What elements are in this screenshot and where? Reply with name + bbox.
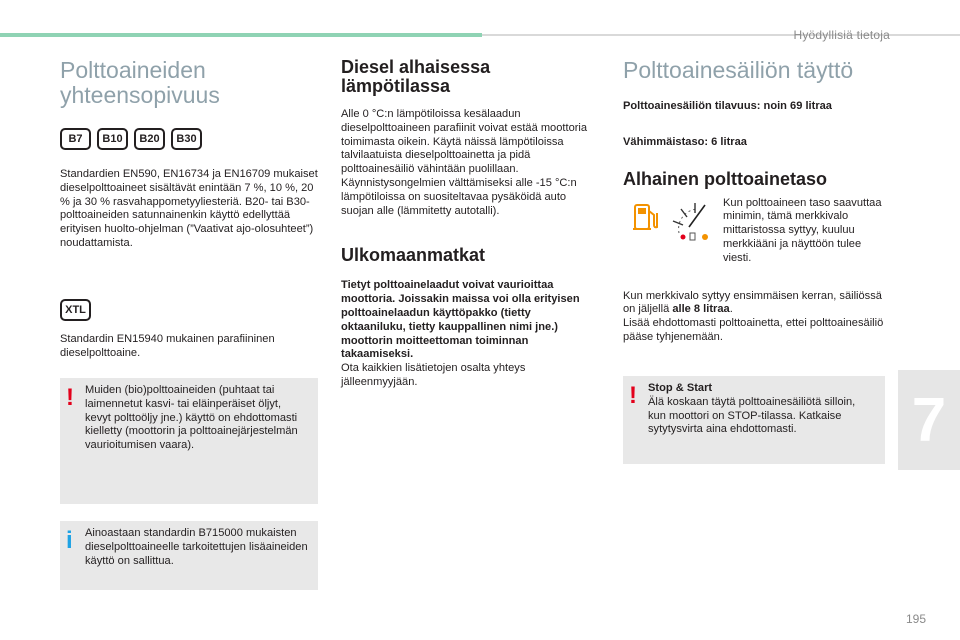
tank-capacity: Polttoainesäiliön tilavuus: noin 69 litraa bbox=[623, 100, 832, 112]
fuel-badge-b7: B7 bbox=[60, 128, 91, 150]
warning-light-paragraph: Kun merkkivalo syttyy ensimmäisen kerran, säiliössä on jäljellä alle 8 litraa. Lisää ehdottomasti polttoainetta, ettei polttoainesäiliö pääse tyhjenemään. bbox=[623, 289, 884, 343]
warning-note bbox=[60, 378, 318, 504]
chapter-tab[interactable] bbox=[898, 370, 960, 470]
fuel-gauge-icon bbox=[673, 203, 708, 240]
section-heading: Polttoaineiden yhteensopivuus bbox=[60, 57, 220, 108]
stop-start-warning-note bbox=[623, 376, 885, 464]
paraffinic-diesel-paragraph: Standardin EN15940 mukainen parafiininen dieselpolttoaine. bbox=[60, 332, 275, 359]
info-note bbox=[60, 521, 318, 590]
minimum-level: Vähimmäistaso: 6 litraa bbox=[623, 135, 747, 148]
travel-abroad-heading: Ulkomaanmatkat bbox=[341, 245, 486, 266]
chapter-number: 7 bbox=[911, 385, 947, 455]
section-heading: Diesel alhaisessa lämpötilassa bbox=[341, 57, 491, 96]
fuel-label-badges bbox=[60, 128, 318, 150]
fuel-standards-paragraph: Standardien EN590, EN16734 ja EN16709 mukaiset dieselpolttoaineet sisältävät enintään 7 %, 10 %, 20 % ja 30 % rasvahappometyyliesteriä. B20- tai B30-polttoaineiden satunnainenkin käyttö edellyttää erityisen huolto-ohjelman (”Vaativat ajo-olosuhteet”) noudattamista. bbox=[60, 168, 318, 249]
fuel-badge-xtl: XTL bbox=[60, 299, 91, 321]
low-temperature-section bbox=[341, 58, 597, 390]
section-title: Hyödyllisiä tietoja bbox=[793, 28, 890, 42]
remaining-fuel-value: alle 8 litraa bbox=[672, 303, 730, 316]
low-fuel-illustration bbox=[623, 197, 715, 257]
low-temperature-paragraph: Alle 0 °C:n lämpötiloissa kesälaadun dieselpolttoaineen parafiinit voivat estää moottoria toimimasta oikein. Käytä näissä lämpötiloissa talvilaatuista dieselpolttoainetta ja pidä polttoainesäiliö vähintään puolillaan. Käynnistysongelmien välttämiseksi alle -15 °C:n lämpötiloissa on suositeltavaa pysäköidä auto suojan alle (lämmitetty autotalli). bbox=[341, 108, 588, 217]
header-accent-bar bbox=[0, 33, 482, 37]
fuel-pump-icon bbox=[623, 197, 715, 257]
info-mark-icon: i bbox=[66, 527, 73, 554]
warning-text: Muiden (bio)polttoaineiden (puhtaat tai laimennetut kasvi- tai eläinperäiset öljyt, kevyt polttoöljy jne.) käyttö on ehdottomasti kielletty (moottorin ja polttoainejärjestelmän vaurioitumisen vaara). bbox=[85, 384, 298, 452]
low-fuel-description: Kun polttoaineen taso saavuttaa minimin, tämä merkkivalo mittaristossa syttyy, kuuluu merkkiääni ja näyttöön tulee viesti. bbox=[723, 196, 882, 264]
warning-mark-icon: ! bbox=[66, 384, 74, 411]
dealer-contact-paragraph: Ota kaikkien lisätietojen osalta yhteys jälleenmyyjään. bbox=[341, 362, 526, 388]
stop-start-text: Älä koskaan täytä polttoainesäiliötä silloin, kun moottori on STOP-tilassa. Katkaise sytytysvirta aina ehdottomasti. bbox=[648, 395, 856, 436]
refuelling-section bbox=[623, 58, 885, 345]
fuel-badge-b30: B30 bbox=[171, 128, 202, 150]
stop-start-title: Stop & Start bbox=[648, 382, 713, 394]
low-fuel-indicator-row bbox=[623, 197, 885, 266]
low-fuel-heading: Alhainen polttoainetaso bbox=[623, 168, 828, 189]
info-text: Ainoastaan standardin B715000 mukaisten dieselpolttoaineelle tarkoitettujen lisäaineiden käyttö on sallittua. bbox=[85, 527, 308, 567]
travel-warning-paragraph: Tietyt polttoainelaadut voivat vaurioittaa moottoria. Joissakin maissa voi olla erityisen polttoainelaadun käyttöpakko (tietty oktaaniluku, tietty kauppallinen nimi jne.) moottorin moitteettoman toiminnan takaamiseksi. bbox=[341, 279, 580, 361]
fuel-badge-b10: B10 bbox=[97, 128, 128, 150]
fuel-badge-b20: B20 bbox=[134, 128, 165, 150]
fuel-compatibility-section bbox=[60, 58, 318, 360]
warning-mark-icon: ! bbox=[629, 382, 637, 409]
page-number: 195 bbox=[906, 612, 927, 626]
xtl-badge-row bbox=[60, 299, 318, 321]
section-heading: Polttoainesäiliön täyttö bbox=[623, 57, 854, 83]
